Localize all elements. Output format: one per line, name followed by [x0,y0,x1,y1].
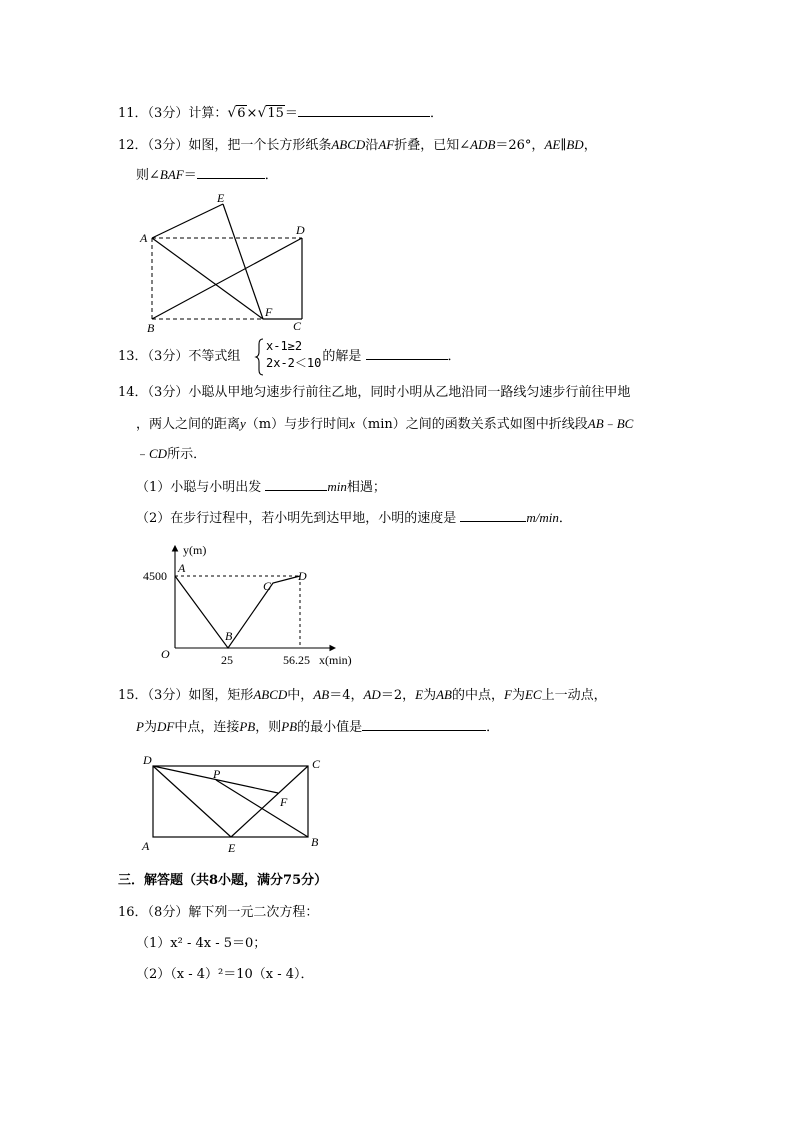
point-d: D [298,569,307,583]
label-p: P [213,767,221,781]
q15-line2: P为DF中点，连接PB，则PB的最小值是 ． [136,719,500,735]
q12-figure [135,188,315,334]
q14-graph [143,540,365,670]
q14-number: 14． [118,385,148,400]
segment-pb [216,780,308,837]
y-axis-label: y(m) [183,543,207,557]
q16-line: 16．（8分）解下列一元二次方程： [118,905,319,920]
xtick-25: 25 [221,653,233,667]
label-a: A [140,231,148,245]
q12-answer-blank[interactable] [197,166,265,179]
sqrt-15: √15 [257,105,284,121]
label-e: E [217,191,225,205]
inequality-2: 2x-2＜10 [266,356,322,370]
q15-number: 15． [118,688,148,703]
inequality-1: x-1≥2 [266,339,303,353]
q13-line: 13．（3分）不等式组 的解是 ． [118,349,461,364]
q13-number: 13． [118,349,148,364]
label-f: F [265,305,273,319]
segment-bd [152,238,302,319]
q13-system [266,338,321,372]
q14-line3: ﹣CD所示． [136,446,207,462]
point-c: C [263,579,272,593]
q14-line2: ，两人之间的距离y（m）与步行时间x（min）之间的函数关系式如图中折线段AB﹣BC [136,416,634,432]
q15-line1: 15．（3分）如图，矩形ABCD中，AB＝4，AD＝2，E为AB的中点，F为EC上一动点， [118,687,607,703]
q14-sub2-blank[interactable] [460,509,526,522]
q12-line2: 则∠BAF＝ ． [136,167,278,183]
x-axis-label: x(min) [319,653,352,667]
q12-line1: 12．（3分）如图，把一个长方形纸条ABCD沿AF折叠，已知∠ADB＝26°，AE∥BD， [118,137,597,153]
q14-sub2: （2）在步行过程中，若小明先到达甲地，小明的速度是 m/min． [136,510,572,526]
point-b: B [225,629,233,643]
origin-label: O [161,647,170,661]
segment-ae [152,204,223,238]
q14-sub1-blank[interactable] [265,478,327,491]
segment-ef [223,204,263,319]
q16-eq2: （2）（x - 4）²＝10（x - 4）． [136,967,314,982]
segment-af [152,238,263,319]
label-b: B [147,321,155,335]
ytick-4500: 4500 [143,569,167,583]
q13-answer-blank[interactable] [366,347,448,360]
q16-eq1: （1）x² - 4x - 5＝0； [136,936,267,951]
sqrt-6: √6 [227,105,246,121]
label-a: A [142,839,150,853]
section-3-heading: 三．解答题（共8小题，满分75分） [118,873,328,888]
label-c: C [312,757,321,771]
q14-line1: 14．（3分）小聪从甲地匀速步行前往乙地，同时小明从乙地沿同一路线匀速步行前往甲地 [118,385,631,400]
q11-score: （3分） [147,106,189,121]
q15-answer-blank[interactable] [362,718,486,731]
q15-figure [140,752,330,856]
polyline-ab-bc-cd [175,576,300,648]
q14-sub1: （1）小聪与小明出发 min相遇； [136,479,386,495]
q16-number: 16． [118,905,148,920]
label-d: D [143,753,152,767]
q11-answer-blank[interactable] [298,104,430,117]
label-b: B [311,835,319,849]
q11-number: 11． [118,106,148,121]
q11-text: 计算： [188,106,228,121]
q11-line: 11．（3分）计算：√6×√15＝ ． [118,105,443,121]
label-c: C [293,319,302,333]
label-f: F [280,795,288,809]
label-e: E [228,841,236,855]
q12-number: 12． [118,138,148,153]
xtick-56: 56.25 [283,653,310,667]
label-d: D [296,223,305,237]
point-a: A [178,561,186,575]
segment-ec [231,766,308,837]
q13-brace [255,337,265,377]
